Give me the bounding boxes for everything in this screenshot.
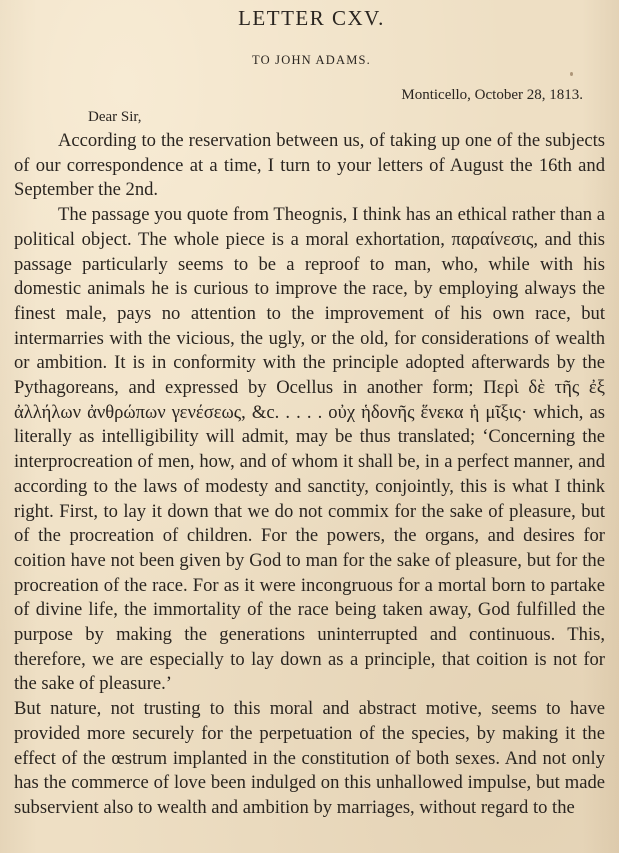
recipient-heading: TO JOHN ADAMS. [251, 53, 371, 67]
letter-body [14, 129, 605, 821]
dateline: Monticello, October 28, 1813. [401, 87, 583, 103]
paragraph-3: But nature, not trusting to this moral and abstract motive, seems to have provided more securely for the perpetuation of the species, by making it the effect of the œstrum implanted in the constitution of both sexes. And not only has the commerce of love been indulged on this unhallowed impulse, but made subservient also to wealth and ambition by marriages, without regard to the [14, 698, 605, 818]
letter-title: LETTER CXV. [238, 6, 385, 30]
paper-speck [570, 72, 573, 76]
salutation: Dear Sir, [88, 109, 142, 125]
paragraph-1: According to the reservation between us, of taking up one of the subjects of our correspondence at a time, I turn to your letters of August the 16th and September the 2nd. [14, 130, 605, 201]
paragraph-2: The passage you quote from Theognis, I think has an ethical rather than a political object. The whole piece is a moral exhortation, παραίνεσις, and this passage particularly seems to be a reproof to man, who, while with his domestic animals he is curious to improve the race, by employing always the finest male, pays no attention to the improvement of his own race, but intermarries with the vicious, the ugly, or the old, for considerations of wealth or ambition. It is in conformity with the principle adopted afterwards by the Pythagoreans, and expressed by Ocellus in another form; Περὶ δὲ τῆς ἐξ ἀλλήλων ἀνθρώπων γενέσεως, &c. . . . . οὐχ ἡδονῆς ἕνεκα ἡ μῖξις· which, as literally as intelligibility will admit, may be thus translated; ‘Concerning the interprocreation of men, how, and of whom it shall be, in a perfect manner, and according to the laws of modesty and sanctity, conjointly, this is what I think right. First, to lay it down that we do not commix for the sake of pleasure, but of the procreation of children. For the powers, the organs, and desires for coition have not been given by God to man for the sake of pleasure, but for the procreation of the race. For as it were incongruous for a mortal born to partake of divine life, the immortality of the race being taken away, God fulfilled the purpose by making the generations uninterrupted and continuous. This, therefore, we are especially to lay down as a principle, that coition is not for the sake of pleasure.’ [14, 204, 605, 695]
